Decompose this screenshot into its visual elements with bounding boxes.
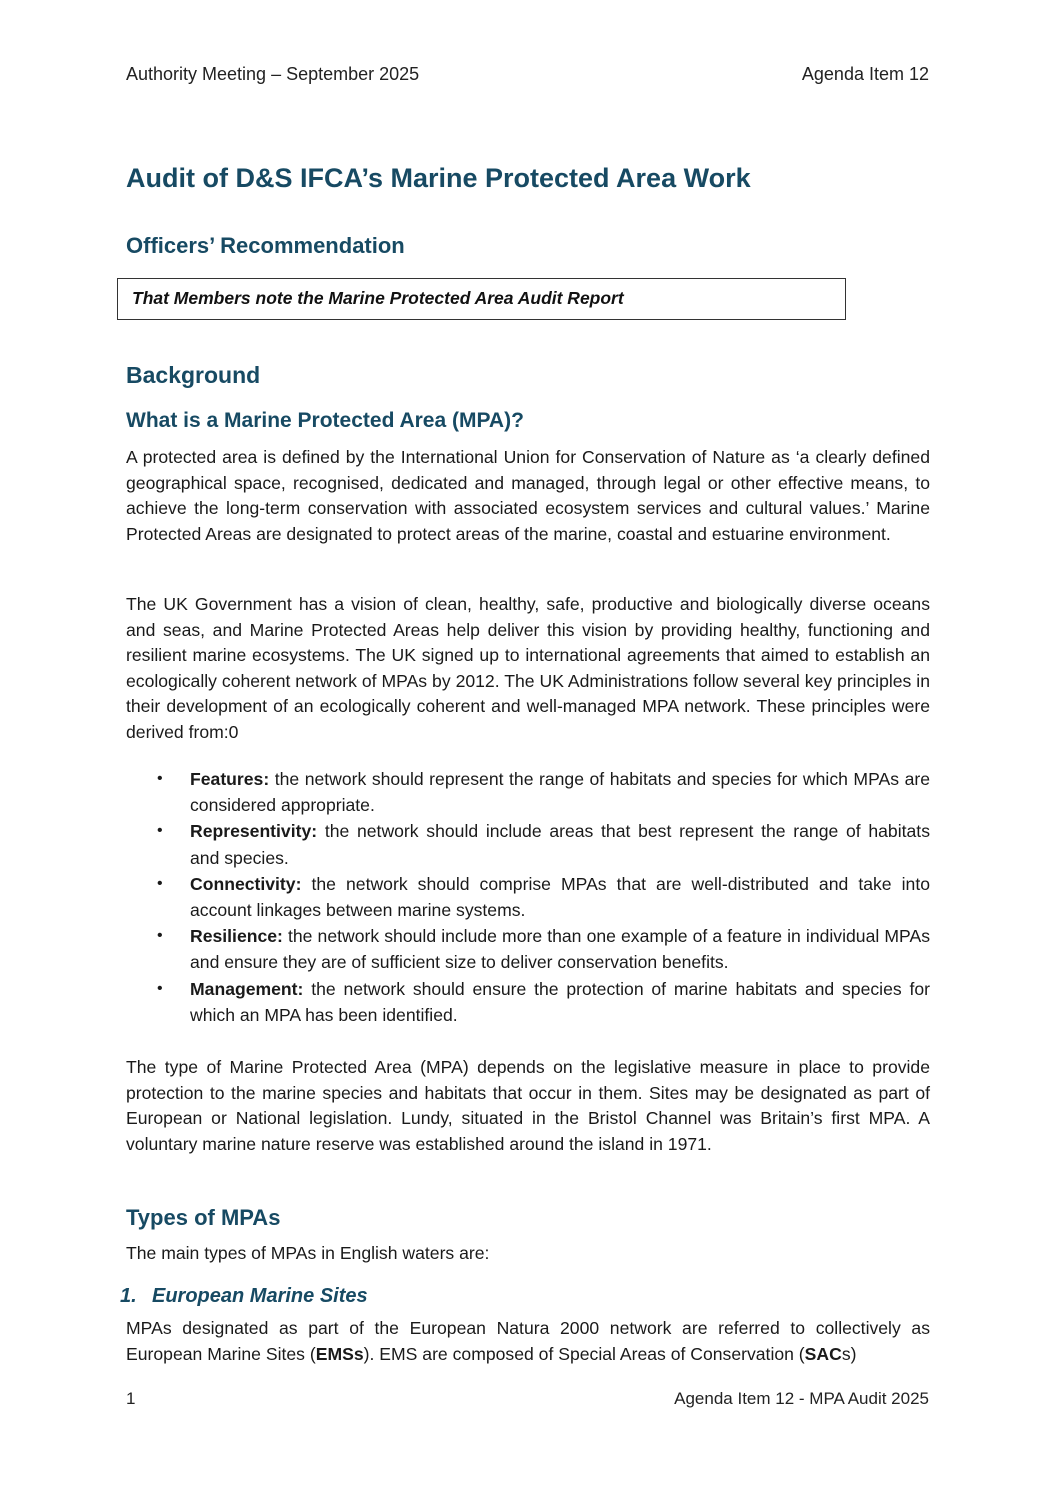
- text-run: MPAs designated as part of the European Natura 2000 network are referred to collectively as European Marine Sites (: [126, 1318, 930, 1364]
- principle-text: the network should include more than one example of a feature in individual MPAs and ensure they are of sufficient size to deliver conservation benefits.: [190, 926, 930, 973]
- text-run: ). EMS are composed of Special Areas of Conservation (: [363, 1343, 805, 1364]
- principle-term: Features:: [190, 769, 270, 789]
- types-intro: The main types of MPAs in English waters are:: [126, 1243, 490, 1263]
- background-heading: Background: [126, 362, 261, 388]
- paragraph-european-sites: [126, 1316, 930, 1367]
- bullet-icon: •: [157, 822, 163, 840]
- bullet-icon: •: [157, 927, 163, 945]
- abbr-sac: SAC: [804, 1343, 842, 1364]
- paragraph-definition: A protected area is defined by the International Union for Conservation of Nature as ‘a clearly defined geographical space, recognised, dedicated and managed, through legal or other effective means, to achieve the long-term conservation with associated ecosystem services and cultural values.’ Marine Protected Areas are designated to protect areas of the marine, coastal and estuarine environment.: [126, 447, 930, 544]
- item-number: 1.: [120, 1285, 137, 1307]
- european-marine-sites-heading: [120, 1285, 368, 1308]
- list-item: [126, 923, 930, 975]
- header-meeting: Authority Meeting – September 2025: [126, 64, 420, 84]
- types-of-mpas-heading: Types of MPAs: [126, 1205, 281, 1230]
- principles-list: [126, 766, 930, 1028]
- principle-term: Management:: [190, 978, 304, 999]
- principle-text: the network should comprise MPAs that are well-distributed and take into account linkages between marine systems.: [190, 873, 930, 921]
- principle-text: the network should represent the range of habitats and species for which MPAs are considered appropriate.: [190, 769, 930, 816]
- footer-document-label: Agenda Item 12 - MPA Audit 2025: [674, 1389, 929, 1408]
- bullet-icon: •: [157, 770, 163, 787]
- recommendation-heading: Officers’ Recommendation: [126, 233, 405, 258]
- principle-term: Representivity:: [190, 821, 318, 842]
- page-footer: [126, 1389, 929, 1409]
- principle-text: the network should ensure the protection of marine habitats and species for which an MPA has been identified.: [190, 978, 930, 1025]
- document-title: Audit of D&S IFCA’s Marine Protected Area Work: [126, 163, 751, 193]
- list-item: [126, 818, 930, 870]
- bullet-icon: •: [157, 979, 163, 997]
- principle-term: Connectivity:: [190, 873, 302, 894]
- paragraph-mpa-types-intro: The type of Marine Protected Area (MPA) depends on the legislative measure in place to provide protection to the marine species and habitats that occur in them. Sites may be designated as part of European or National legislation. Lundy, situated in the Bristol Channel was Britain’s first MPA. A voluntary marine nature reserve was established around the island in 1971.: [126, 1057, 930, 1154]
- recommendation-box: [117, 278, 846, 320]
- recommendation-text: That Members note the Marine Protected Area Audit Report: [132, 288, 624, 308]
- item-title: European Marine Sites: [152, 1285, 368, 1307]
- list-item: [126, 766, 930, 818]
- header-agenda-item: Agenda Item 12: [801, 64, 929, 84]
- page-header: [126, 64, 929, 85]
- principle-term: Resilience:: [190, 926, 283, 947]
- what-is-mpa-heading: What is a Marine Protected Area (MPA)?: [126, 409, 524, 432]
- list-item: [126, 871, 930, 923]
- paragraph-uk-vision: The UK Government has a vision of clean, healthy, safe, productive and biologically diverse oceans and seas, and Marine Protected Areas help deliver this vision by providing healthy, functioning and resilient marine ecosystems. The UK signed up to international agreements that aimed to establish an ecologically coherent network of MPAs by 2012. The UK Administrations follow several key principles in their development of an ecologically coherent and well-managed MPA network. These principles were derived from:0: [126, 594, 930, 742]
- text-run: s): [841, 1343, 857, 1364]
- bullet-icon: •: [157, 874, 163, 892]
- principle-text: the network should include areas that best represent the range of habitats and species.: [190, 821, 930, 868]
- page-number: 1: [126, 1389, 136, 1408]
- list-item: [126, 976, 930, 1028]
- abbr-ems: EMSs: [315, 1343, 364, 1364]
